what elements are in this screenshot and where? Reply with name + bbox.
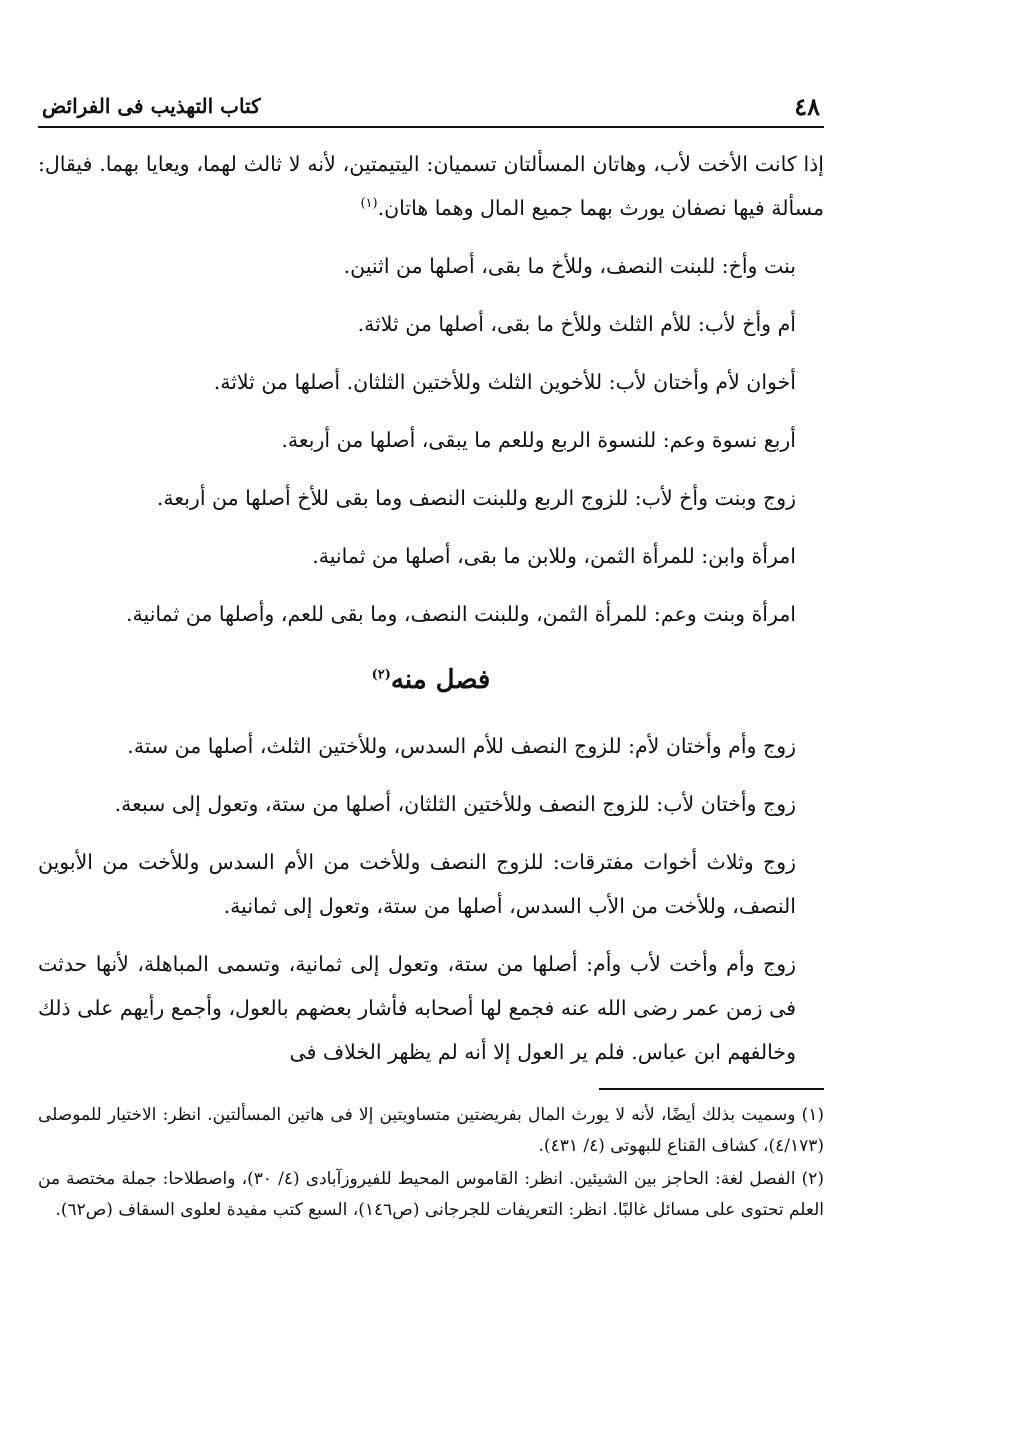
footnote-marker-1: (١): [360, 196, 378, 212]
case-paragraph: أربع نسوة وعم: للنسوة الربع وللعم ما يبقى، أصلها من أربعة.: [281, 428, 796, 452]
section-heading: فصل منه$^{(٢)}$: [371, 665, 491, 695]
paragraph-intro: إذا كانت الأخت لأب، وهاتان المسألتان تسميان: اليتيمتين، لأنه لا ثالث لهما، ويعايا بهما. فيقال: مسألة فيها نصفان يورث بهما جميع المال وهما هاتان.$^{(١)}$: [38, 152, 824, 220]
case-paragraph: امرأة وبنت وعم: للمرأة الثمن، وللبنت النصف، وما بقى للعم، وأصلها من ثمانية.: [126, 602, 796, 626]
footnote-divider: [599, 1088, 824, 1090]
case-paragraph: زوج وأم وأختان لأم: للزوج النصف للأم السدس، وللأختين الثلث، أصلها من ستة.: [127, 734, 796, 758]
case-paragraph: زوج وبنت وأخ لأب: للزوج الربع وللبنت النصف وما بقى للأخ أصلها من أربعة.: [156, 486, 796, 510]
case-paragraph: زوج وثلاث أخوات مفترقات: للزوج النصف وللأخت من الأم السدس وللأخت من الأبوين النصف، وللأخت من الأب السدس، أصلها من ستة، وتعول إلى ثمانية.: [38, 850, 796, 918]
page-header: [38, 92, 824, 128]
case-paragraph: زوج وأم وأخت لأب وأم: أصلها من ستة، وتعول إلى ثمانية، وتسمى المباهلة، لأنها حدثت فى زمن عمر رضى الله عنه فجمع لها أصحابه فأشار بعضهم بالعول، وأجمع رأيهم على ذلك وخالفهم ابن عباس. فلم ير العول إلا أنه لم يظهر الخلاف فى: [38, 952, 796, 1064]
main-text: [38, 142, 824, 1074]
footnote-2: (٢) الفصل لغة: الحاجز بين الشيئين. انظر: القاموس المحيط للفيروزآبادى (٤/ ٣٠)، واصطلاحا: جملة مختصة من العلم تحتوى على مسائل غالبًا. انظر: التعريفات للجرجانى (ص١٤٦)، السبع كتب مفيدة لعلوى السقاف (ص٦٢).: [38, 1169, 824, 1220]
page-number: ٤٨: [794, 92, 820, 121]
footnote-1: (١) وسميت بذلك أيضًا، لأنه لا يورث المال بفريضتين متساويتين إلا فى هاتين المسألتين. انظر: الاختيار للموصلى (٤/١٧٣)، كشاف القناع للبهوتى (٤/ ٤٣١).: [38, 1105, 824, 1156]
case-paragraph: أخوان لأم وأختان لأب: للأخوين الثلث وللأختين الثلثان. أصلها من ثلاثة.: [213, 370, 796, 394]
book-page: [38, 92, 824, 1228]
case-paragraph: أم وأخ لأب: للأم الثلث وللأخ ما بقى، أصلها من ثلاثة.: [357, 312, 796, 336]
case-paragraph: امرأة وابن: للمرأة الثمن، وللابن ما بقى، أصلها من ثمانية.: [312, 544, 796, 568]
case-paragraph: زوج وأختان لأب: للزوج النصف وللأختين الثلثان، أصلها من ستة، وتعول إلى سبعة.: [114, 792, 796, 816]
running-title: كتاب التهذيب فى الفرائض: [42, 94, 261, 118]
case-paragraph: بنت وأخ: للبنت النصف، وللأخ ما بقى، أصلها من اثنين.: [343, 254, 796, 278]
footnote-marker-2: (٢): [371, 667, 391, 683]
footnotes: [38, 1100, 824, 1226]
